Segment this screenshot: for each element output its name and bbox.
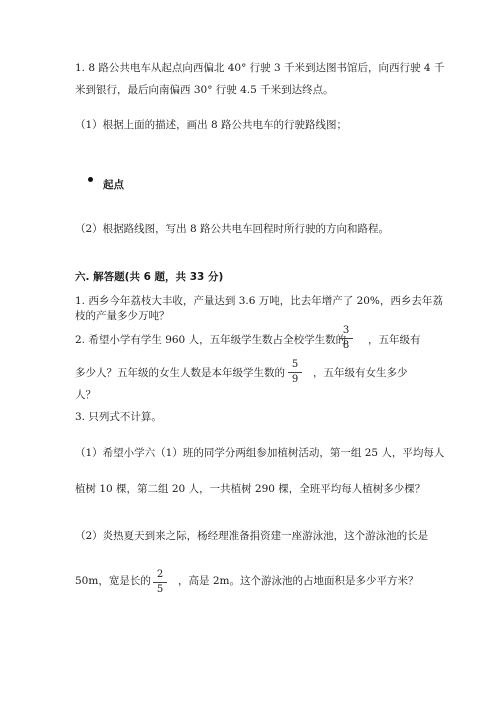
fraction-five-ninths bbox=[288, 359, 302, 386]
q1-subquestion-1: （1）根据上面的描述，画出 8 路公共电车的行驶路线图； bbox=[75, 119, 348, 131]
problem3-sub2-line1: （2）炎热夏天到来之际，杨经理准备捐资建一座游泳池，这个游泳池的长是 bbox=[75, 530, 429, 542]
fraction-denominator: 5 bbox=[156, 584, 164, 595]
q1-text-line2: 米到银行，最后向南偏西 30° 行驶 4.5 千米到达终点。 bbox=[75, 84, 334, 96]
problem1-line1: 1. 西乡今年荔枝大丰收，产量达到 3.6 万吨，比去年增产了 20%，西乡去年荔 bbox=[75, 295, 443, 307]
fraction-bar bbox=[288, 372, 302, 373]
section-title: 六. 解答题(共 6 题，共 33 分) bbox=[75, 271, 224, 283]
problem3-title: 3. 只列式不计算。 bbox=[75, 411, 162, 423]
start-point-dot bbox=[88, 177, 93, 182]
problem2-line2-part1: 多少人？五年级的女生人数是本年级学生数的 bbox=[75, 367, 285, 379]
q1-subquestion-2: （2）根据路线图，写出 8 路公共电车回程时所行驶的方向和路程。 bbox=[75, 223, 390, 235]
problem1-line2: 枝的产量多少万吨？ bbox=[75, 310, 170, 322]
fraction-numerator: 2 bbox=[156, 569, 164, 580]
fraction-numerator: 3 bbox=[342, 325, 350, 336]
problem2-line1-part2: ，五年级有 bbox=[368, 334, 421, 346]
fraction-bar bbox=[153, 582, 167, 583]
problem3-sub1-line2: 植树 10 棵，第二组 20 人，一共植树 290 棵，全班平均每人植树多少棵？ bbox=[75, 483, 426, 495]
fraction-three-eighths bbox=[339, 325, 353, 352]
fraction-two-fifths bbox=[153, 569, 167, 596]
problem3-sub1-line1: （1）希望小学六（1）班的同学分两组参加植树活动，第一组 25 人，平均每人 bbox=[75, 447, 445, 459]
problem3-sub2-line2-part2: ，高是 2m。这个游泳池的占地面积是多少平方米？ bbox=[178, 575, 419, 587]
fraction-denominator: 9 bbox=[291, 374, 299, 385]
fraction-denominator: 8 bbox=[342, 340, 350, 351]
fraction-numerator: 5 bbox=[291, 359, 299, 370]
q1-text-line1: 1. 8 路公共电车从起点向西偏北 40° 行驶 3 千米到达图书馆后，向西行驶 4 千 bbox=[75, 62, 445, 74]
problem2-line2-part2: ，五年级有女生多少 bbox=[313, 367, 408, 379]
start-point-label: 起点 bbox=[103, 179, 124, 191]
problem3-sub2-line2-part1: 50m，宽是长的 bbox=[75, 575, 151, 587]
fraction-bar bbox=[339, 338, 353, 339]
problem2-line1-part1: 2. 希望小学有学生 960 人，五年级学生数占全校学生数的 bbox=[75, 334, 347, 346]
problem2-line3: 人？ bbox=[75, 389, 96, 401]
